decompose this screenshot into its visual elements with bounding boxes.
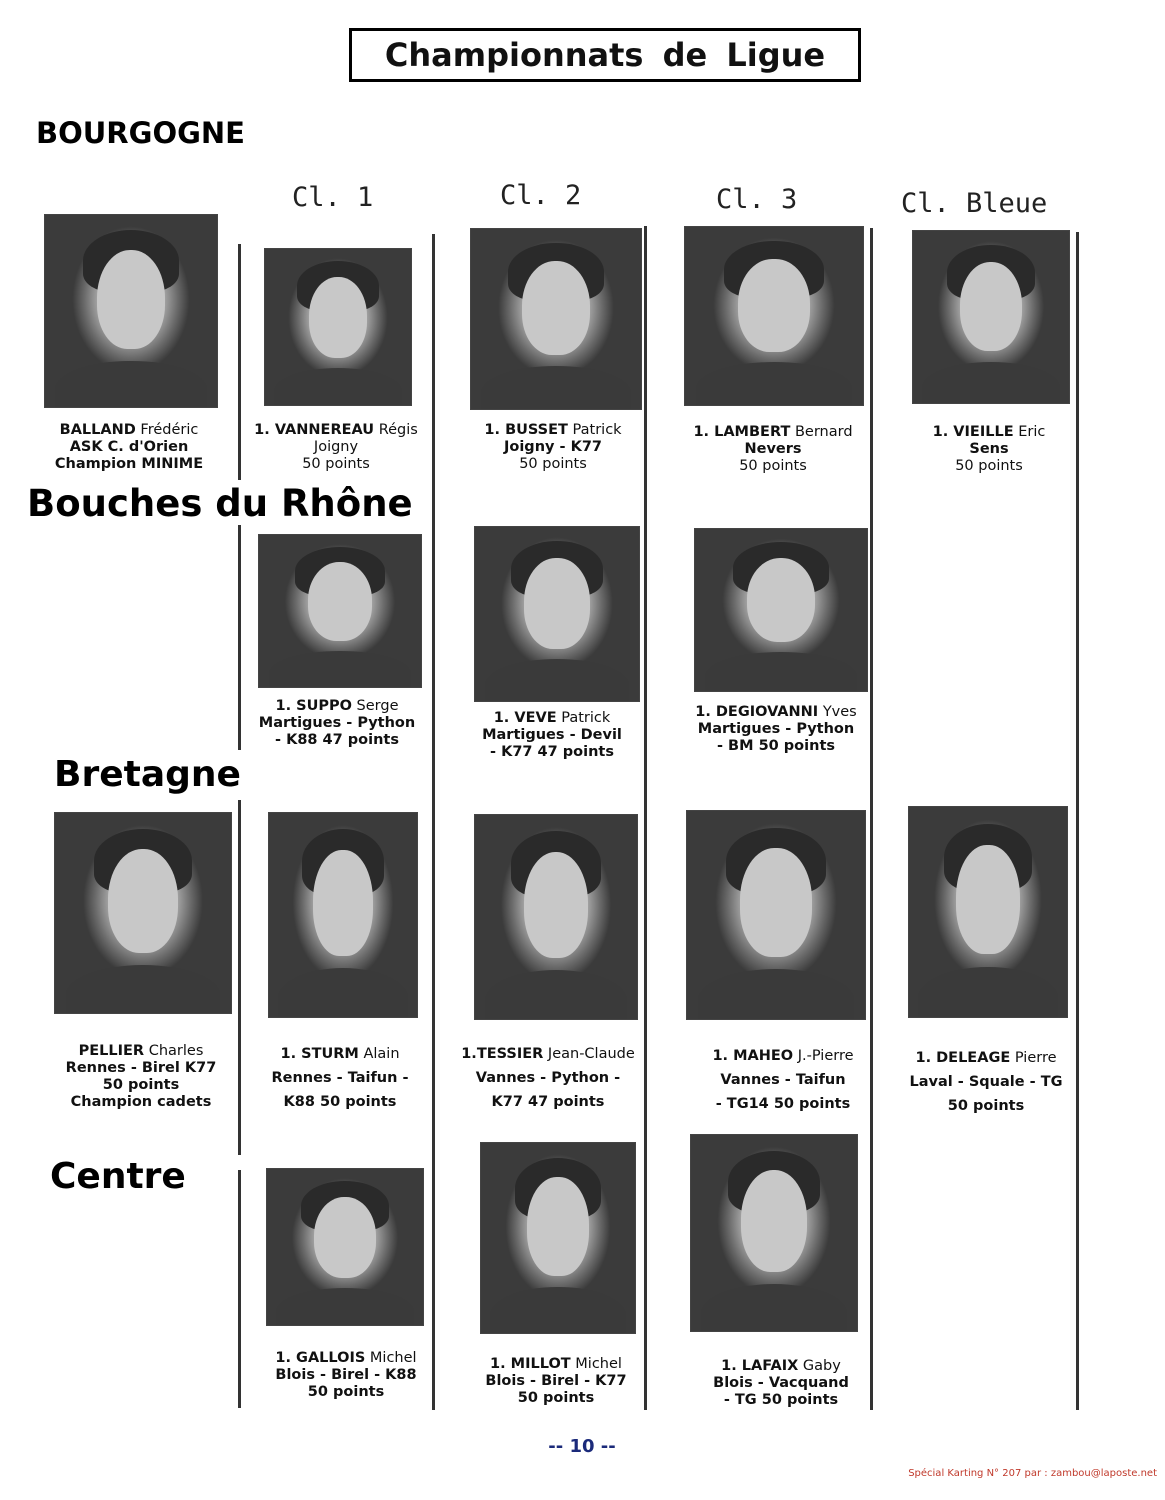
caption-vieille: 1. VIEILLE Eric Sens 50 points [932,424,1046,474]
caption-lambert: 1. LAMBERT Bernard Nevers 50 points [693,424,853,474]
caption-gallois: 1. GALLOIS Michel Blois - Birel - K88 50 points [275,1350,417,1400]
column-divider [238,800,241,1155]
portrait-photo [44,214,218,408]
portrait-photo [268,812,418,1018]
column-divider [238,244,241,480]
caption-sturm: 1. STURM Alain Rennes - Taifun - K88 50 points [271,1046,409,1110]
column-divider [432,234,435,1410]
column-header-bleue: Cl. Bleue [901,188,1048,219]
caption-tessier: 1.TESSIER Jean-Claude Vannes - Python - K77 47 points [461,1046,635,1110]
portrait-photo [912,230,1070,404]
column-divider [1076,232,1079,1410]
portrait-photo [54,812,232,1014]
portrait-photo [694,528,868,692]
caption-deleage: 1. DELEAGE Pierre Laval - Squale - TG 50 points [909,1050,1063,1114]
portrait-photo [470,228,642,410]
portrait-photo [474,526,640,702]
column-header-cl2: Cl. 2 [500,180,582,211]
caption-maheo: 1. MAHEO J.-Pierre Vannes - Taifun - TG14 50 points [712,1048,854,1112]
portrait-photo [684,226,864,406]
portrait-photo [480,1142,636,1334]
caption-lafaix: 1. LAFAIX Gaby Blois - Vacquand - TG 50 points [713,1358,849,1408]
column-divider [238,1170,241,1408]
caption-busset: 1. BUSSET Patrick Joigny - K77 50 points [484,422,622,472]
portrait-photo [686,810,866,1020]
caption-balland: BALLAND Frédéric ASK C. d'Orien Champion MINIME [54,422,204,472]
caption-vannereau: 1. VANNEREAU Régis Joigny 50 points [254,422,418,472]
region-bouches-du-rhone: Bouches du Rhône [27,482,419,525]
portrait-photo [908,806,1068,1018]
portrait-photo [690,1134,858,1332]
footer-credit: Spécial Karting N° 207 par : zambou@laposte.net [908,1468,1157,1479]
region-bretagne: Bretagne [54,754,241,795]
page-number: -- 10 -- [548,1436,616,1457]
caption-pellier: PELLIER Charles Rennes - Birel K77 50 points Champion cadets [65,1043,217,1110]
column-divider [644,226,647,1410]
caption-degiovanni: 1. DEGIOVANNI Yves Martigues - Python - BM 50 points [695,704,857,754]
caption-millot: 1. MILLOT Michel Blois - Birel - K77 50 points [485,1356,627,1406]
portrait-photo [264,248,412,406]
column-divider [238,520,241,750]
region-centre: Centre [50,1156,186,1197]
caption-suppo: 1. SUPPO Serge Martigues - Python - K88 47 points [258,698,416,748]
page-title: Championnats de Ligue [349,28,861,82]
column-header-cl3: Cl. 3 [716,184,798,215]
region-bourgogne: BOURGOGNE [36,116,245,150]
portrait-photo [258,534,422,688]
portrait-photo [266,1168,424,1326]
portrait-photo [474,814,638,1020]
column-header-cl1: Cl. 1 [292,182,374,213]
caption-veve: 1. VEVE Patrick Martigues - Devil - K77 47 points [482,710,622,760]
column-divider [870,228,873,1410]
